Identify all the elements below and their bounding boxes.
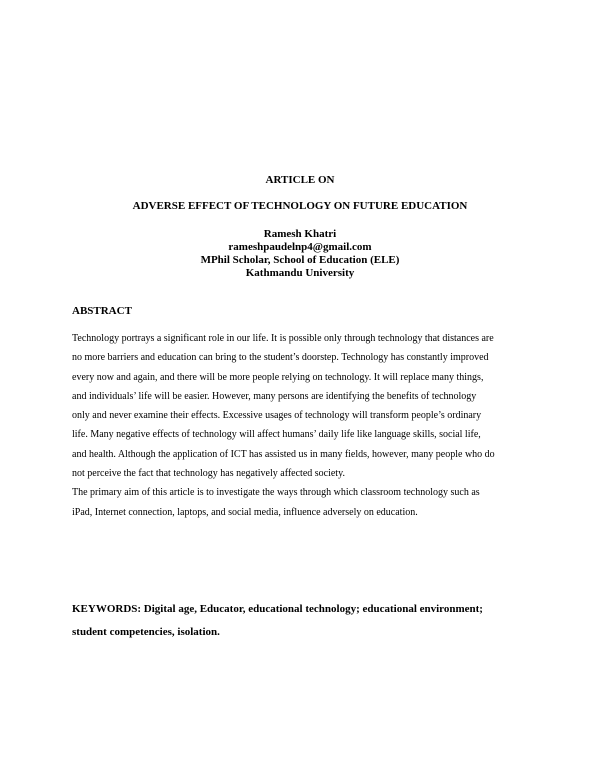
article-title: ADVERSE EFFECT OF TECHNOLOGY ON FUTURE EDUCATION — [132, 200, 468, 212]
abstract-line: no more barriers and education can bring to the student’s doorstep. Technology has constantly improved — [72, 352, 489, 364]
abstract-heading: ABSTRACT — [72, 305, 132, 317]
abstract-line: every now and again, and there will be more people relying on technology. It will replace many things, — [72, 371, 484, 383]
abstract-body — [72, 332, 532, 525]
keywords-block — [72, 603, 542, 649]
author-block — [0, 228, 600, 280]
abstract-line: not perceive the fact that technology has negatively affected society. — [72, 468, 345, 480]
abstract-line: and health. Although the application of ICT has assisted us in many fields, however, many people who do — [72, 448, 495, 460]
abstract-line: only and never examine their effects. Excessive usages of technology will transform people’s ordinary — [72, 410, 482, 422]
author-email: rameshpaudelnp4@gmail.com — [228, 241, 372, 253]
author-affiliation: MPhil Scholar, School of Education (ELE) — [200, 254, 400, 266]
abstract-line: and individuals’ life will be easier. However, many persons are identifying the benefits of technology — [72, 390, 477, 402]
abstract-line: Technology portrays a significant role in our life. It is possible only through technology that distances are — [72, 333, 494, 344]
author-name: Ramesh Khatri — [263, 228, 337, 240]
abstract-line: life. Many negative effects of technology will affect humans’ daily life like language skills, social life, — [72, 429, 481, 441]
article-label: ARTICLE ON — [265, 174, 335, 186]
abstract-line: The primary aim of this article is to investigate the ways through which classroom technology such as — [72, 487, 480, 499]
keywords-line: student competencies, isolation. — [72, 626, 220, 638]
keywords-line: KEYWORDS: Digital age, Educator, educational technology; educational environment; — [72, 603, 483, 615]
author-university: Kathmandu University — [245, 267, 355, 279]
abstract-line: iPad, Internet connection, laptops, and social media, influence adversely on education. — [72, 506, 418, 518]
